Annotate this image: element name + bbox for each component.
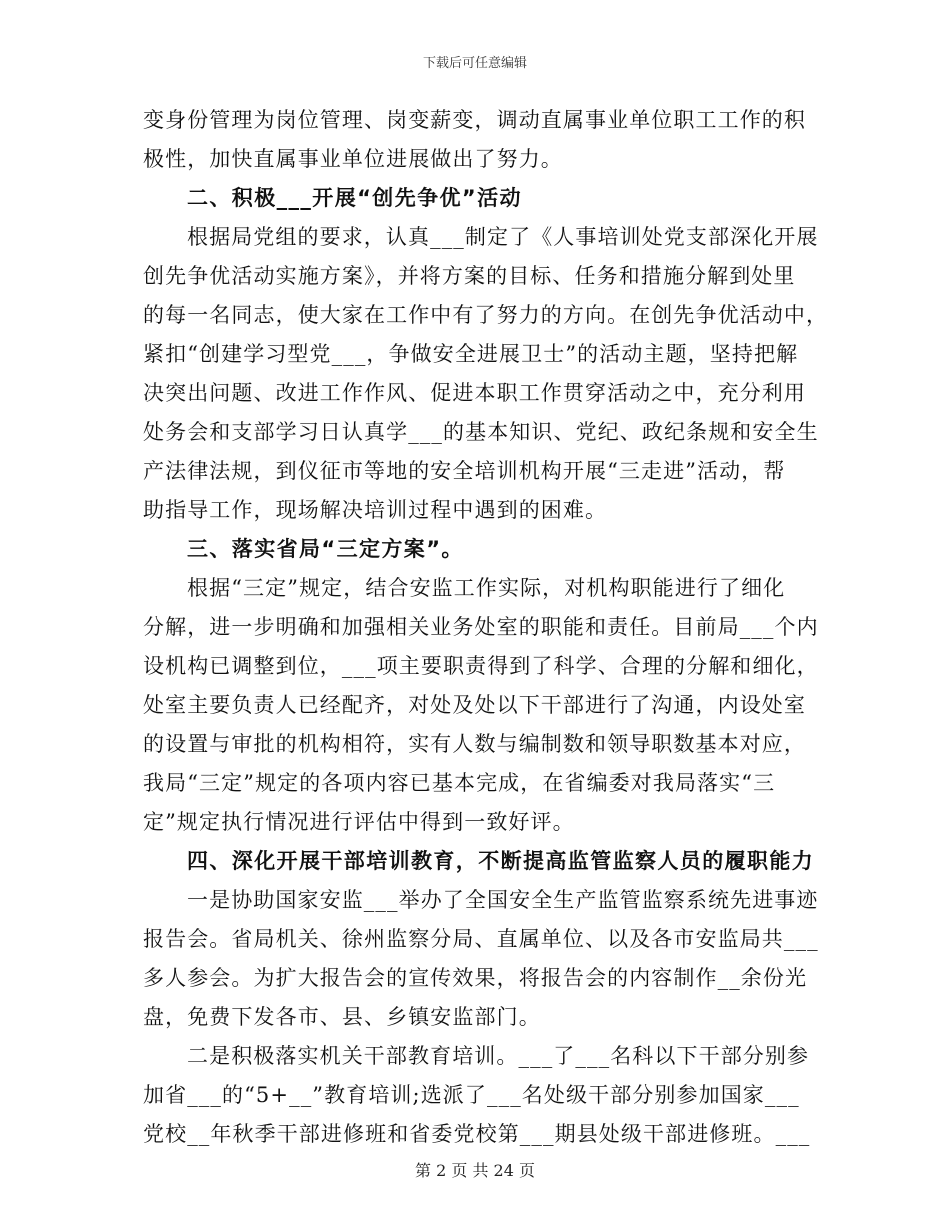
section-heading: 二、积极___开展“创先争优”活动	[187, 186, 522, 210]
paragraph-line: 的设置与审批的机构相符，实有人数与编制数和领导职数基本对应，	[143, 732, 806, 756]
paragraph-line: 变身份管理为岗位管理、岗变薪变，调动直属事业单位职工工作的积	[143, 108, 806, 132]
paragraph-line: 产法律法规，到仪征市等地的安全培训机构开展“三走进”活动，帮	[143, 459, 786, 483]
paragraph-line: 处务会和支部学习日认真学___的基本知识、党纪、政纪条规和安全生	[143, 420, 819, 444]
paragraph-line: 的每一名同志，使大家在工作中有了努力的方向。在创先争优活动中，	[143, 303, 829, 327]
paragraph-line: 多人参会。为扩大报告会的宣传效果，将报告会的内容制作__余份光	[143, 966, 808, 990]
section-heading: 三、落实省局“三定方案”。	[187, 537, 464, 561]
paragraph-line: 报告会。省局机关、徐州监察分局、直属单位、以及各市安监局共___	[143, 927, 819, 951]
paragraph-line: 根据局党组的要求，认真___制定了《人事培训处党支部深化开展	[187, 225, 819, 249]
paragraph-line: 我局“三定”规定的各项内容已基本完成，在省编委对我局落实“三	[143, 771, 776, 795]
paragraph-line: 创先争优活动实施方案》，并将方案的目标、任务和措施分解到处里	[143, 264, 796, 288]
paragraph-line: 定”规定执行情况进行评估中得到一致好评。	[143, 810, 575, 834]
paragraph-line: 极性，加快直属事业单位进展做出了努力。	[143, 147, 563, 171]
document-body	[143, 101, 829, 1154]
paragraph-line: 党校__年秋季干部进修班和省委党校第___期县处级干部进修班。___	[143, 1122, 811, 1146]
page-header-note: 下载后可任意编辑	[422, 56, 527, 71]
paragraph-line: 加省___的“5+__”教育培训;选派了___名处级干部分别参加国家___	[143, 1083, 800, 1107]
paragraph-line: 决突出问题、改进工作作风、促进本职工作贯穿活动之中，充分利用	[143, 381, 806, 405]
paragraph-line: 处室主要负责人已经配齐，对处及处以下干部进行了沟通，内设处室	[143, 693, 806, 717]
paragraph-line: 二是积极落实机关干部教育培训。___了___名科以下干部分别参	[187, 1044, 810, 1068]
paragraph-line: 一是协助国家安监___举办了全国安全生产监管监察系统先进事迹	[187, 888, 819, 912]
paragraph-line: 盘，免费下发各市、县、乡镇安监部门。	[143, 1005, 541, 1029]
paragraph-line: 助指导工作，现场解决培训过程中遇到的困难。	[143, 498, 608, 522]
paragraph-line: 分解，进一步明确和加强相关业务处室的职能和责任。目前局___个内	[143, 615, 819, 639]
paragraph-line: 根据“三定”规定，结合安监工作实际，对机构职能进行了细化	[187, 576, 786, 600]
paragraph-line: 设机构已调整到位，___项主要职责得到了科学、合理的分解和细化，	[143, 654, 819, 678]
section-heading: 四、深化开展干部培训教育，不断提高监管监察人员的履职能力	[187, 849, 815, 873]
paragraph-line: 紧扣“创建学习型党___，争做安全进展卫士”的活动主题，坚持把解	[143, 342, 799, 366]
page-number-footer: 第 2 页 共 24 页	[415, 1161, 535, 1180]
